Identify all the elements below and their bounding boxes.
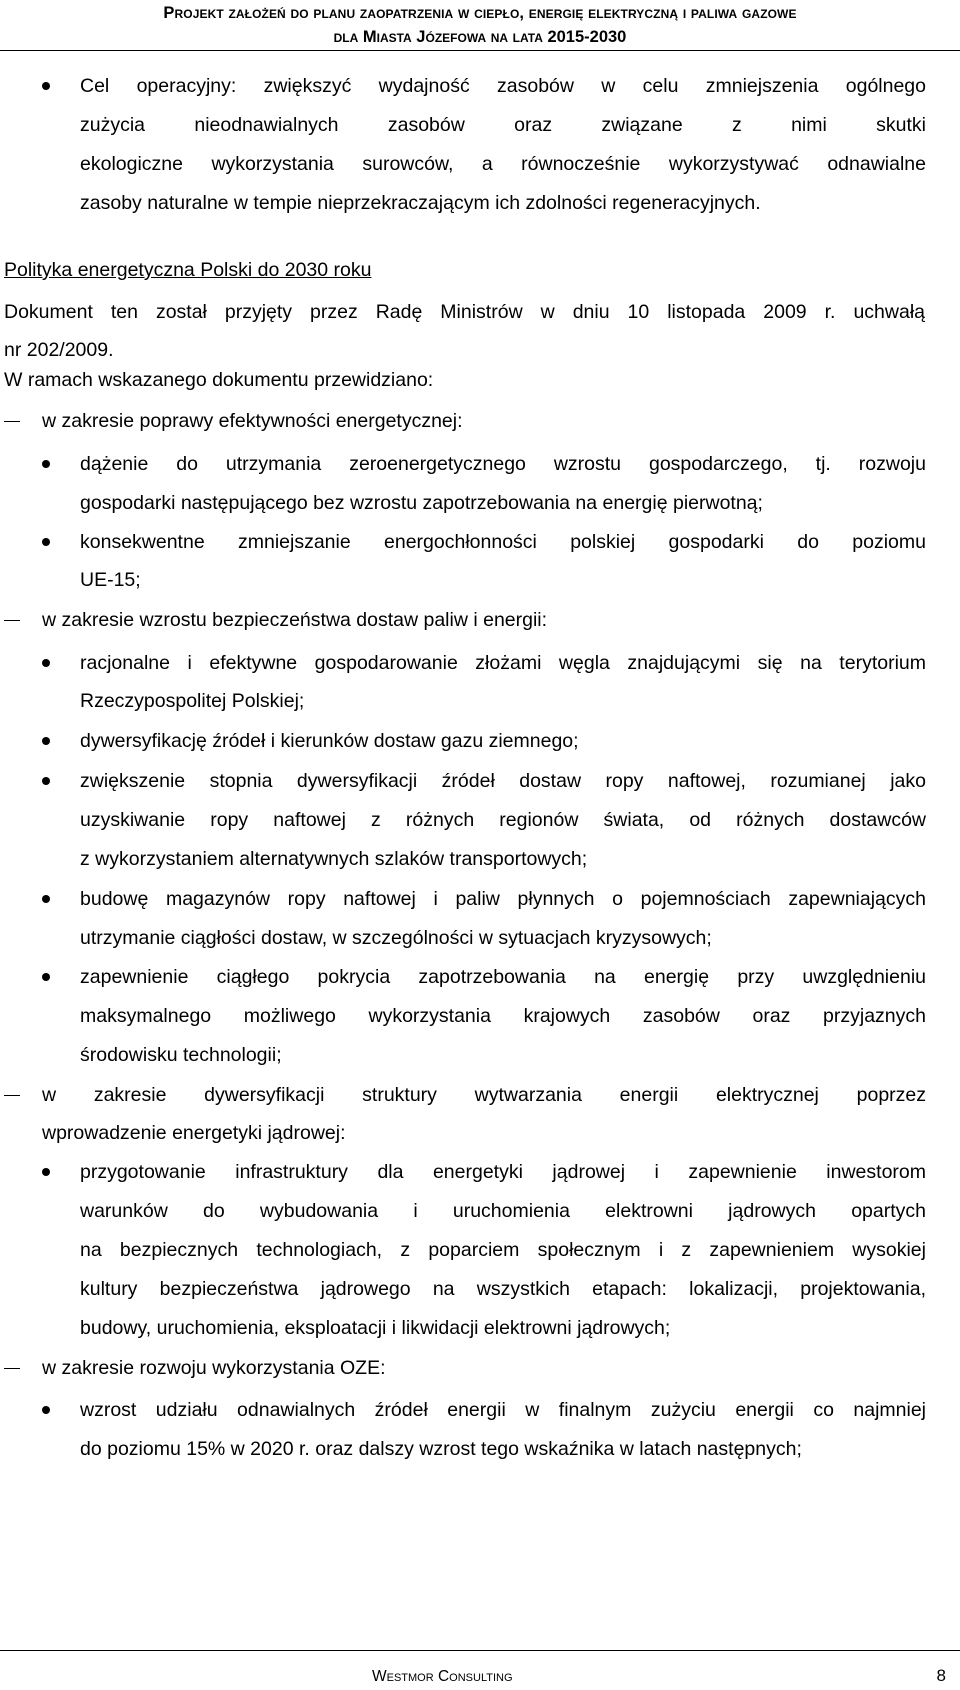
bullet-icon (42, 1168, 50, 1176)
bullet-icon (42, 460, 50, 468)
dash-icon (4, 620, 20, 621)
dash-icon (4, 1368, 20, 1369)
dash-icon (4, 421, 20, 422)
s4-b1-line-1: wzrost udziału odnawialnych źródeł energii w finalnym zużyciu energii co najmniej (80, 1399, 926, 1421)
s4-title: w zakresie rozwoju wykorzystania OZE: (42, 1357, 386, 1379)
s1-b1-line-1: dążenie do utrzymania zeroenergetycznego wzrostu gospodarczego, tj. rozwoju (80, 453, 926, 475)
s2-b1-line-1: racjonalne i efektywne gospodarowanie złożami węgla znajdującymi się na terytorium (80, 652, 926, 674)
s2-b4-line-2: utrzymanie ciągłości dostaw, w szczególności w sytuacjach kryzysowych; (80, 927, 712, 949)
section-title-polityka: Polityka energetyczna Polski do 2030 roku (4, 259, 372, 281)
s4-b1-line-2: do poziomu 15% w 2020 r. oraz dalszy wzrost tego wskaźnika w latach następnych; (80, 1438, 802, 1460)
dash-icon (4, 1095, 20, 1096)
s2-b3-line-1: zwiększenie stopnia dywersyfikacji źródeł dostaw ropy naftowej, rozumianej jako (80, 770, 926, 792)
dokument-line-1: Dokument ten został przyjęty przez Radę Ministrów w dniu 10 listopada 2009 r. uchwałą (4, 301, 925, 323)
s3-b1-line-4: kultury bezpieczeństwa jądrowego na wszystkich etapach: lokalizacji, projektowania, (80, 1278, 926, 1300)
page-number: 8 (936, 1666, 946, 1685)
cel-line-1: Cel operacyjny: zwiększyć wydajność zasobów w celu zmniejszenia ogólnego (80, 75, 926, 97)
cel-line-2: zużycia nieodnawialnych zasobów oraz związane z nimi skutki (80, 114, 926, 136)
s2-b3-line-2: uzyskiwanie ropy naftowej z różnych regionów świata, od różnych dostawców (80, 809, 926, 831)
s3-title-line-2: wprowadzenie energetyki jądrowej: (42, 1122, 346, 1144)
bullet-icon (42, 659, 50, 667)
s2-title: w zakresie wzrostu bezpieczeństwa dostaw paliw i energii: (42, 609, 548, 631)
s3-b1-line-3: na bezpiecznych technologiach, z poparciem społecznym i z zapewnieniem wysokiej (80, 1239, 926, 1261)
s2-b1-line-2: Rzeczypospolitej Polskiej; (80, 690, 305, 712)
bullet-icon (42, 1406, 50, 1414)
s3-title-line-1: w zakresie dywersyfikacji struktury wytwarzania energii elektrycznej poprzez (42, 1084, 926, 1106)
bullet-icon (42, 895, 50, 903)
s2-b2-line-1: dywersyfikację źródeł i kierunków dostaw gazu ziemnego; (80, 730, 579, 752)
s2-b4-line-1: budowę magazynów ropy naftowej i paliw płynnych o pojemnościach zapewniających (80, 888, 926, 910)
intro-text: W ramach wskazanego dokumentu przewidziano: (4, 369, 434, 391)
footer-rule (0, 1650, 960, 1651)
s2-b5-line-1: zapewnienie ciągłego pokrycia zapotrzebowania na energię przy uwzględnieniu (80, 966, 926, 988)
header-title-line1: Projekt założeń do planu zaopatrzenia w ciepło, energię elektryczną i paliwa gazowe (163, 4, 797, 22)
cel-line-4: zasoby naturalne w tempie nieprzekraczającym ich zdolności regeneracyjnych. (80, 192, 761, 214)
cel-line-3: ekologiczne wykorzystania surowców, a równocześnie wykorzystywać odnawialne (80, 153, 926, 175)
s1-title: w zakresie poprawy efektywności energetycznej: (42, 410, 463, 432)
s1-b1-line-2: gospodarki następującego bez wzrostu zapotrzebowania na energię pierwotną; (80, 492, 763, 514)
header-title-line2: dla Miasta Józefowa na lata 2015-2030 (333, 28, 627, 46)
company-name: Westmor Consulting (372, 1668, 513, 1685)
bullet-icon (42, 538, 50, 546)
s1-b2-line-2: UE-15; (80, 569, 141, 591)
bullet-icon (42, 82, 50, 90)
s3-b1-line-5: budowy, uruchomienia, eksploatacji i likwidacji elektrowni jądrowych; (80, 1317, 671, 1339)
s1-b2-line-1: konsekwentne zmniejszanie energochłonności polskiej gospodarki do poziomu (80, 531, 926, 553)
s3-b1-line-2: warunków do wybudowania i uruchomienia elektrowni jądrowych opartych (80, 1200, 926, 1222)
s2-b5-line-2: maksymalnego możliwego wykorzystania krajowych zasobów oraz przyjaznych (80, 1005, 926, 1027)
bullet-icon (42, 973, 50, 981)
s2-b5-line-3: środowisku technologii; (80, 1044, 282, 1066)
bullet-icon (42, 777, 50, 785)
bullet-icon (42, 737, 50, 745)
header-rule (0, 50, 960, 51)
s3-b1-line-1: przygotowanie infrastruktury dla energetyki jądrowej i zapewnienie inwestorom (80, 1161, 926, 1183)
dokument-line-2: nr 202/2009. (4, 339, 114, 361)
s2-b3-line-3: z wykorzystaniem alternatywnych szlaków transportowych; (80, 848, 588, 870)
